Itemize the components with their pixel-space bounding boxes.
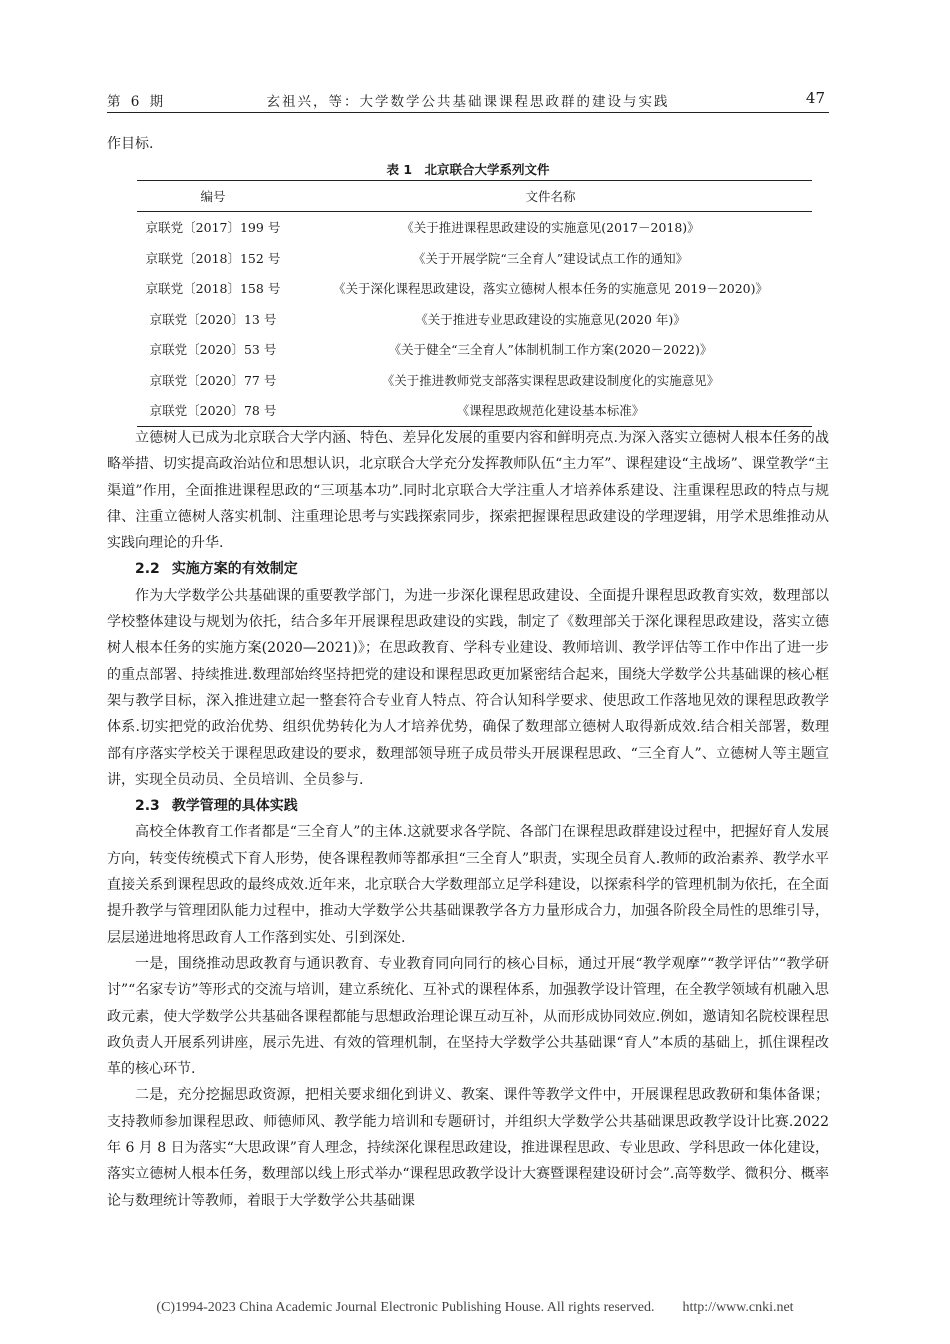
table-row — [137, 395, 812, 426]
continued-text: 作目标. — [107, 136, 154, 152]
table-row — [137, 365, 812, 396]
document-number: 京联党〔2018〕152 号 — [145, 250, 281, 266]
documents-table — [137, 180, 812, 427]
document-number: 京联党〔2020〕53 号 — [149, 342, 277, 358]
section-title: 实施方案的有效制定 — [171, 561, 298, 578]
issue-number: 第 6 期 — [107, 94, 167, 110]
table-row — [137, 304, 812, 335]
article-title: 玄祖兴，等：大学数学公共基础课课程思政群的建设与实践 — [266, 94, 670, 110]
document-name: 《关于健全“三全育人”体制机制工作方案(2020－2022)》 — [388, 342, 713, 358]
section-heading-2-3 — [107, 793, 829, 819]
document-name: 《关于开展学院“三全育人”建设试点工作的通知》 — [412, 250, 689, 266]
table-row — [137, 334, 812, 365]
section-number: 2.2 — [135, 561, 160, 578]
column-header-number: 编号 — [200, 189, 226, 204]
paragraph: 作为大学数学公共基础课的重要教学部门，为进一步深化课程思政建设、全面提升课程思政教育实效，数理部以学校整体建设与规划为依托，结合多年开展课程思政建设的实践，制定了《数理部关于深化课程思政建设，落实立德树人根本任务的实施方案(2020—2021)》；在思政教育、学科专业建设、教师培训、教学评估等工作中作出了进一步的重点部署、持续推进.数理部始终坚持把党的建设和课程思政更加紧密结合起来，围绕大学数学公共基础课的核心框架与教学目标，深入推进建立起一整套符合专业育人特点、符合认知科学要求、使思政工作落地见效的课程思政教学体系.切实把党的政治优势、组织优势转化为人才培养优势，确保了数理部立德树人取得新成效.结合相关部署，数理部有序落实学校关于课程思政建设的要求，数理部领导班子成员带头开展课程思政、“三全育人”、立德树人等主题宣讲，实现全员动员、全员培训、全员参与. — [107, 587, 829, 788]
table-header-row — [137, 181, 812, 212]
page-number: 47 — [805, 89, 825, 107]
document-number: 京联党〔2020〕77 号 — [149, 372, 277, 388]
table-row — [137, 243, 812, 274]
table-row — [137, 212, 812, 243]
section-title: 教学管理的具体实践 — [171, 798, 298, 815]
section-number: 2.3 — [135, 798, 160, 815]
document-number: 京联党〔2020〕78 号 — [149, 403, 277, 419]
document-name: 《关于推进专业思政建设的实施意见(2020 年)》 — [415, 311, 686, 327]
table-row — [137, 273, 812, 304]
paragraph: 立德树人已成为北京联合大学内涵、特色、差异化发展的重要内容和鲜明亮点.为深入落实立德树人根本任务的战略举措、切实提高政治站位和思想认识，北京联合大学充分发挥教师队伍“主力军”、课程建设“主战场”、课堂教学“主渠道”作用，全面推进课程思政的“三项基本功”.同时北京联合大学注重人才培养体系建设、注重课程思政的特点与规律、注重立德树人落实机制、注重理论思考与实践探索同步，探索把握课程思政建设的学理逻辑，用学术思维推动从实践向理论的升华. — [107, 430, 829, 552]
document-name: 《课程思政规范化建设基本标准》 — [456, 403, 645, 419]
document-name: 《关于深化课程思政建设，落实立德树人根本任务的实施意见 2019－2020)》 — [333, 281, 768, 297]
section-heading-2-2 — [107, 556, 829, 582]
table-caption: 表 1 北京联合大学系列文件 — [386, 162, 550, 177]
document-number: 京联党〔2020〕13 号 — [149, 311, 277, 327]
column-header-document-name: 文件名称 — [525, 189, 576, 204]
document-number: 京联党〔2017〕199 号 — [145, 220, 281, 236]
body-text — [107, 425, 829, 1214]
paragraph: 一是，围绕推动思政教育与通识教育、专业教育同向同行的核心目标，通过开展“教学观摩”“教学评估”“教学研讨”“名家专访”等形式的交流与培训，建立系统化、互补式的课程体系，加强教学设计管理，在全教学领域有机融入思政元素，使大学数学公共基础各课程都能与思想政治理论课互动互补，从而形成协同效应.例如，邀请知名院校课程思政负责人开展系列讲座，展示先进、有效的管理机制，在坚持大学数学公共基础课“育人”本质的基础上，抓住课程改革的核心环节. — [107, 955, 829, 1078]
copyright-footer: (C)1994-2023 China Academic Journal Electronic Publishing House. All rights reserved. http://www.cnki.net — [156, 1300, 794, 1315]
running-header — [107, 88, 829, 113]
document-name: 《关于推进教师党支部落实课程思政建设制度化的实施意见》 — [381, 372, 720, 388]
document-number: 京联党〔2018〕158 号 — [145, 281, 281, 297]
paragraph: 二是，充分挖掘思政资源，把相关要求细化到讲义、教案、课件等教学文件中，开展课程思政教研和集体备课；支持教师参加课程思政、师德师风、教学能力培训和专题研讨，并组织大学数学公共基础课思政教学设计比赛.2022 年 6 月 8 日为落实“大思政课”育人理念，持续深化课程思政建设，推进课程思政、专业思政、学科思政一体化建设，落实立德树人根本任务，数理部以线上形式举办“课程思政教学设计大赛暨课程建设研讨会”.高等数学、微积分、概率论与数理统计等教师，着眼于大学数学公共基础课 — [107, 1087, 829, 1209]
paragraph: 高校全体教育工作者都是“三全育人”的主体.这就要求各学院、各部门在课程思政群建设过程中，把握好育人发展方向，转变传统模式下育人形势，使各课程教师等都承担“三全育人”职责，实现全员育人.教师的政治素养、教学水平直接关系到课程思政的最终成效.近年来，北京联合大学数理部立足学科建设，以探索科学的管理机制为依托，在全面提升教学与管理团队能力过程中，推动大学数学公共基础课教学各方力量形成合力，加强各阶段全局性的思维引导，层层递进地将思政育人工作落到实处、引到深处. — [107, 824, 829, 946]
document-name: 《关于推进课程思政建设的实施意见(2017－2018)》 — [401, 220, 700, 236]
